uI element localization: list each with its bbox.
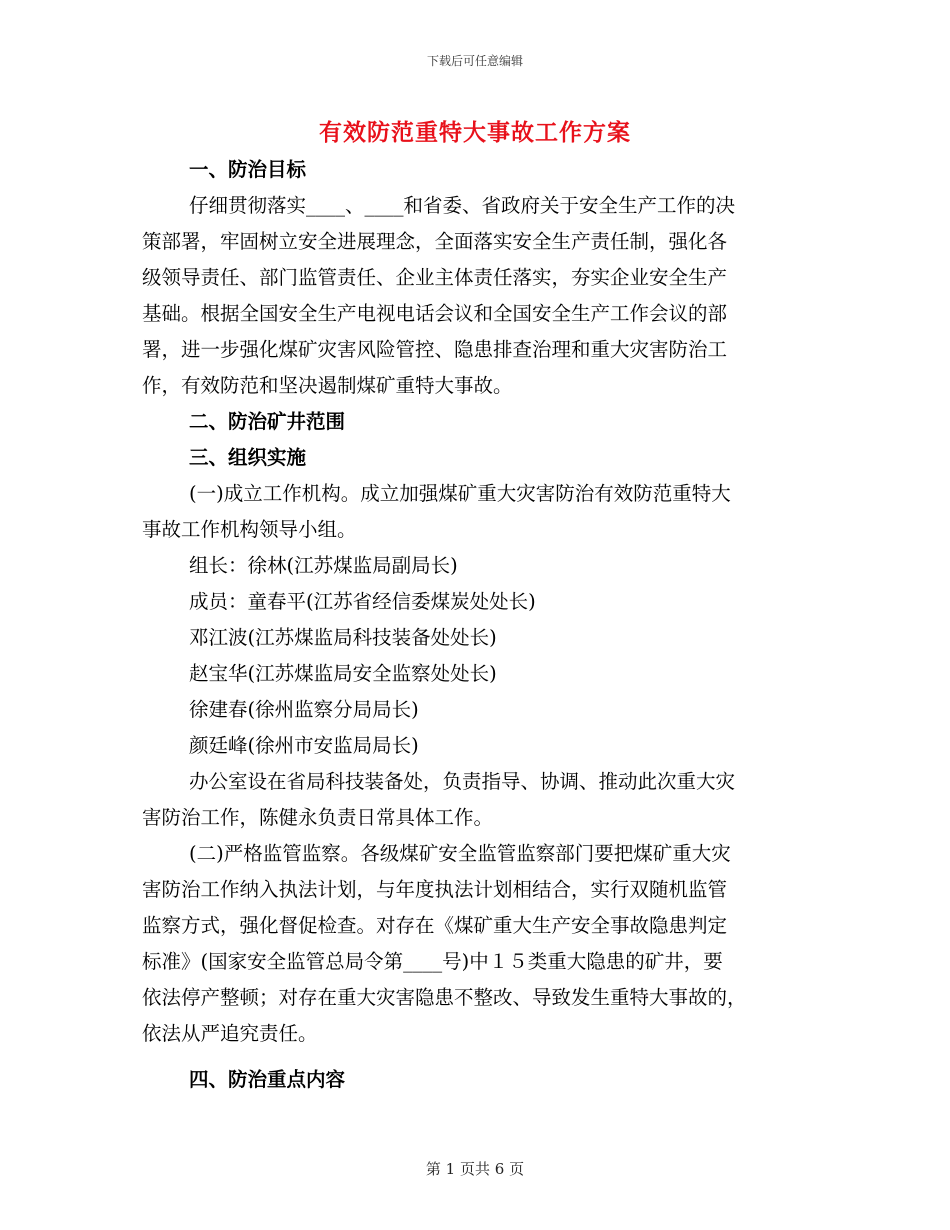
paragraph-line: (一)成立工作机构。成立加强煤矿重大灾害防治有效防范重特大 bbox=[189, 482, 731, 505]
paragraph-line: 监察方式，强化督促检查。对存在《煤矿重大生产安全事故隐患判定 bbox=[142, 914, 728, 937]
member-line: 成员：童春平(江苏省经信委煤炭处处长) bbox=[189, 590, 536, 613]
document-title: 有效防范重特大事故工作方案 bbox=[319, 119, 631, 146]
member-line: 徐建春(徐州监察分局局长) bbox=[189, 698, 419, 721]
paragraph-line: (二)严格监管监察。各级煤矿安全监管监察部门要把煤矿重大灾 bbox=[189, 842, 731, 865]
section-heading-4: 四、防治重点内容 bbox=[189, 1068, 346, 1091]
section-heading-1: 一、防治目标 bbox=[189, 158, 307, 181]
section-heading-3: 三、组织实施 bbox=[189, 446, 307, 469]
paragraph-line: 害防治工作纳入执法计划，与年度执法计划相结合，实行双随机监管 bbox=[142, 878, 728, 901]
page-number: 第 1 页共 6 页 bbox=[425, 1160, 525, 1178]
paragraph-line: 依法从严追究责任。 bbox=[142, 1022, 318, 1045]
paragraph-line: 基础。根据全国安全生产电视电话会议和全国安全生产工作会议的部 bbox=[142, 302, 728, 325]
paragraph-line: 策部署，牢固树立安全进展理念，全面落实安全生产责任制，强化各 bbox=[142, 230, 728, 253]
paragraph-line: 害防治工作，陈健永负责日常具体工作。 bbox=[142, 806, 494, 829]
section-heading-2: 二、防治矿井范围 bbox=[189, 410, 346, 433]
paragraph-line: 事故工作机构领导小组。 bbox=[142, 518, 357, 541]
page-header-note: 下载后可任意编辑 bbox=[426, 54, 523, 68]
document-body bbox=[142, 152, 802, 1098]
paragraph-line: 办公室设在省局科技装备处，负责指导、协调、推动此次重大灾 bbox=[189, 770, 736, 793]
member-line: 颜廷峰(徐州市安监局局长) bbox=[189, 734, 419, 757]
paragraph-line: 仔细贯彻落实____、____和省委、省政府关于安全生产工作的决 bbox=[189, 194, 736, 217]
member-line: 组长：徐林(江苏煤监局副局长) bbox=[189, 554, 458, 577]
paragraph-line: 作，有效防范和坚决遏制煤矿重特大事故。 bbox=[142, 374, 513, 397]
paragraph-line: 标准》(国家安全监管总局令第____号)中１５类重大隐患的矿井，要 bbox=[142, 950, 723, 973]
paragraph-line: 依法停产整顿；对存在重大灾害隐患不整改、导致发生重特大事故的， bbox=[142, 986, 747, 1009]
member-line: 邓江波(江苏煤监局科技装备处处长) bbox=[189, 626, 497, 649]
member-line: 赵宝华(江苏煤监局安全监察处处长) bbox=[189, 662, 497, 685]
paragraph-line: 级领导责任、部门监管责任、企业主体责任落实，夯实企业安全生产 bbox=[142, 266, 728, 289]
paragraph-line: 署，进一步强化煤矿灾害风险管控、隐患排查治理和重大灾害防治工 bbox=[142, 338, 728, 361]
spacer bbox=[142, 1052, 802, 1062]
